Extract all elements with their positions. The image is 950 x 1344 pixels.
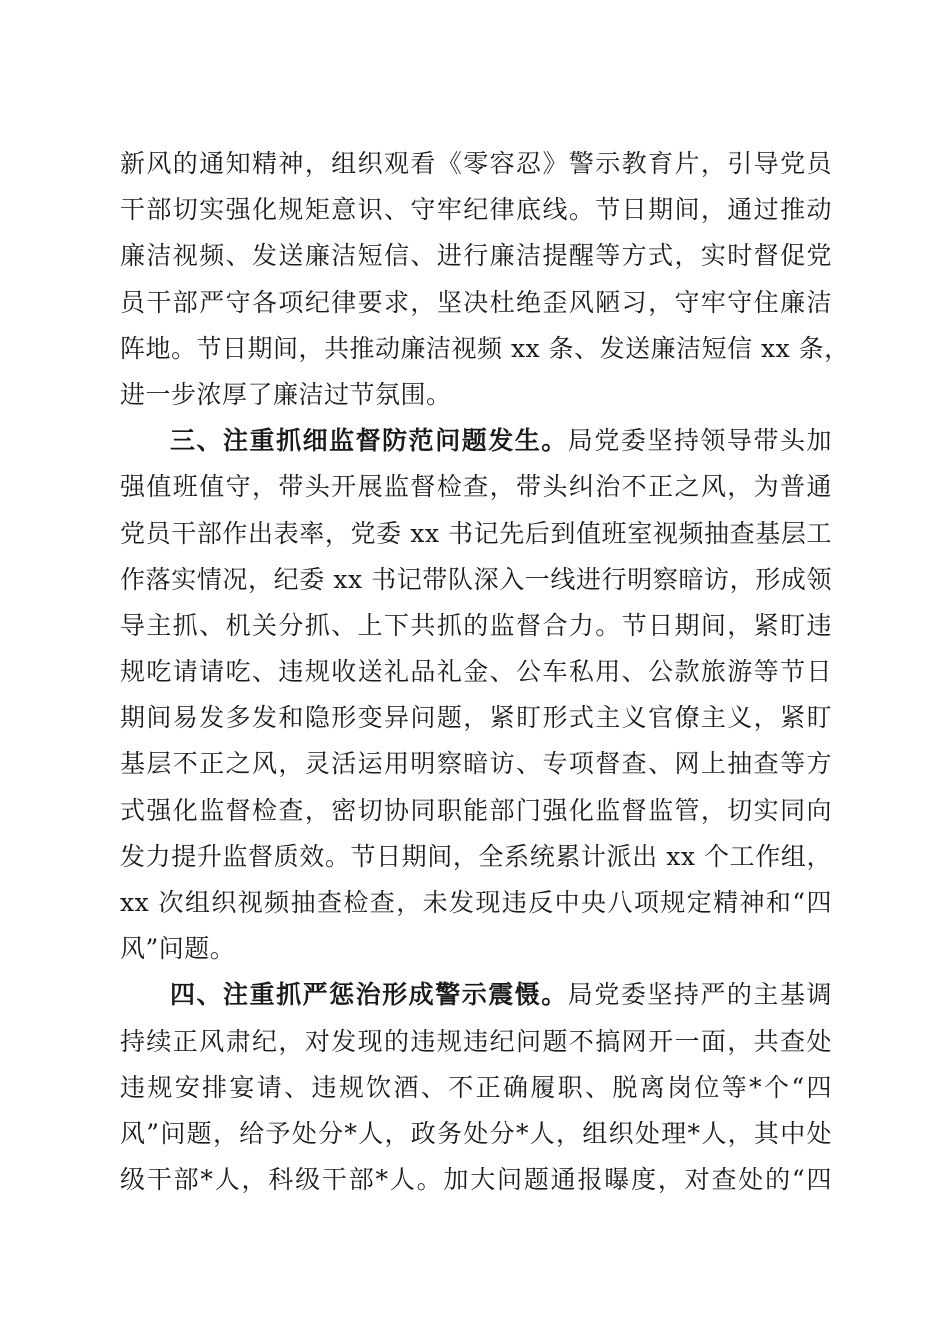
paragraph-line: 发力提升监督质效。节日期间，全系统累计派出 xx 个工作组， — [120, 841, 832, 871]
paragraph-line: 违规安排宴请、违规饮酒、不正确履职、脱离岗位等*个“四 — [120, 1072, 832, 1102]
paragraph-line: 基层不正之风，灵活运用明察暗访、专项督查、网上抽查等方 — [120, 749, 832, 779]
paragraph-first-line — [120, 418, 832, 464]
paragraph-line: 廉洁视频、发送廉洁短信、进行廉洁提醒等方式，实时督促党 — [120, 241, 832, 271]
paragraph-line: 风”问题，给予处分*人，政务处分*人，组织处理*人，其中处 — [120, 1118, 832, 1148]
paragraph-2 — [120, 418, 832, 972]
paragraph-first-line — [120, 972, 832, 1018]
paragraph-text: 局党委坚持严的主基调 — [567, 980, 832, 1010]
paragraph-line: 导主抓、机关分抓、上下共抓的监督合力。节日期间，紧盯违 — [120, 610, 832, 640]
paragraph-line: 规吃请请吃、违规收送礼品礼金、公车私用、公款旅游等节日 — [120, 657, 832, 687]
paragraph-line: 作落实情况，纪委 xx 书记带队深入一线进行明察暗访，形成领 — [120, 564, 832, 594]
document-body — [120, 141, 850, 1203]
section-heading-3: 三、注重抓细监督防范问题发生。 — [170, 426, 568, 456]
paragraph-line: 进一步浓厚了廉洁过节氛围。 — [120, 379, 452, 409]
paragraph-line: 期间易发多发和隐形变异问题，紧盯形式主义官僚主义，紧盯 — [120, 703, 832, 733]
paragraph-line: 强值班值守，带头开展监督检查，带头纠治不正之风，为普通 — [120, 472, 832, 502]
paragraph-line: 式强化监督检查，密切协同职能部门强化监督监管，切实同向 — [120, 795, 832, 825]
paragraph-line: xx 次组织视频抽查检查，未发现违反中央八项规定精神和“四 — [120, 888, 832, 917]
paragraph-3 — [120, 972, 832, 1203]
paragraph-text: 局党委坚持领导带头加 — [567, 426, 832, 456]
paragraph-line: 级干部*人，科级干部*人。加大问题通报曝度，对查处的“四 — [120, 1165, 832, 1195]
paragraph-line: 新风的通知精神，组织观看《零容忍》警示教育片，引导党员 — [120, 149, 832, 178]
paragraph-line: 干部切实强化规矩意识、守牢纪律底线。节日期间，通过推动 — [120, 195, 832, 225]
section-heading-4: 四、注重抓严惩治形成警示震慑。 — [170, 980, 568, 1010]
paragraph-line: 党员干部作出表率，党委 xx 书记先后到值班室视频抽查基层工 — [120, 518, 832, 548]
paragraph-line: 阵地。节日期间，共推动廉洁视频 xx 条、发送廉洁短信 xx 条， — [120, 333, 850, 363]
paragraph-line: 员干部严守各项纪律要求，坚决杜绝歪风陋习，守牢守住廉洁 — [120, 287, 832, 317]
paragraph-1 — [120, 141, 850, 418]
paragraph-line: 持续正风肃纪，对发现的违规违纪问题不搞网开一面，共查处 — [120, 1026, 832, 1056]
paragraph-line: 风”问题。 — [120, 934, 236, 964]
